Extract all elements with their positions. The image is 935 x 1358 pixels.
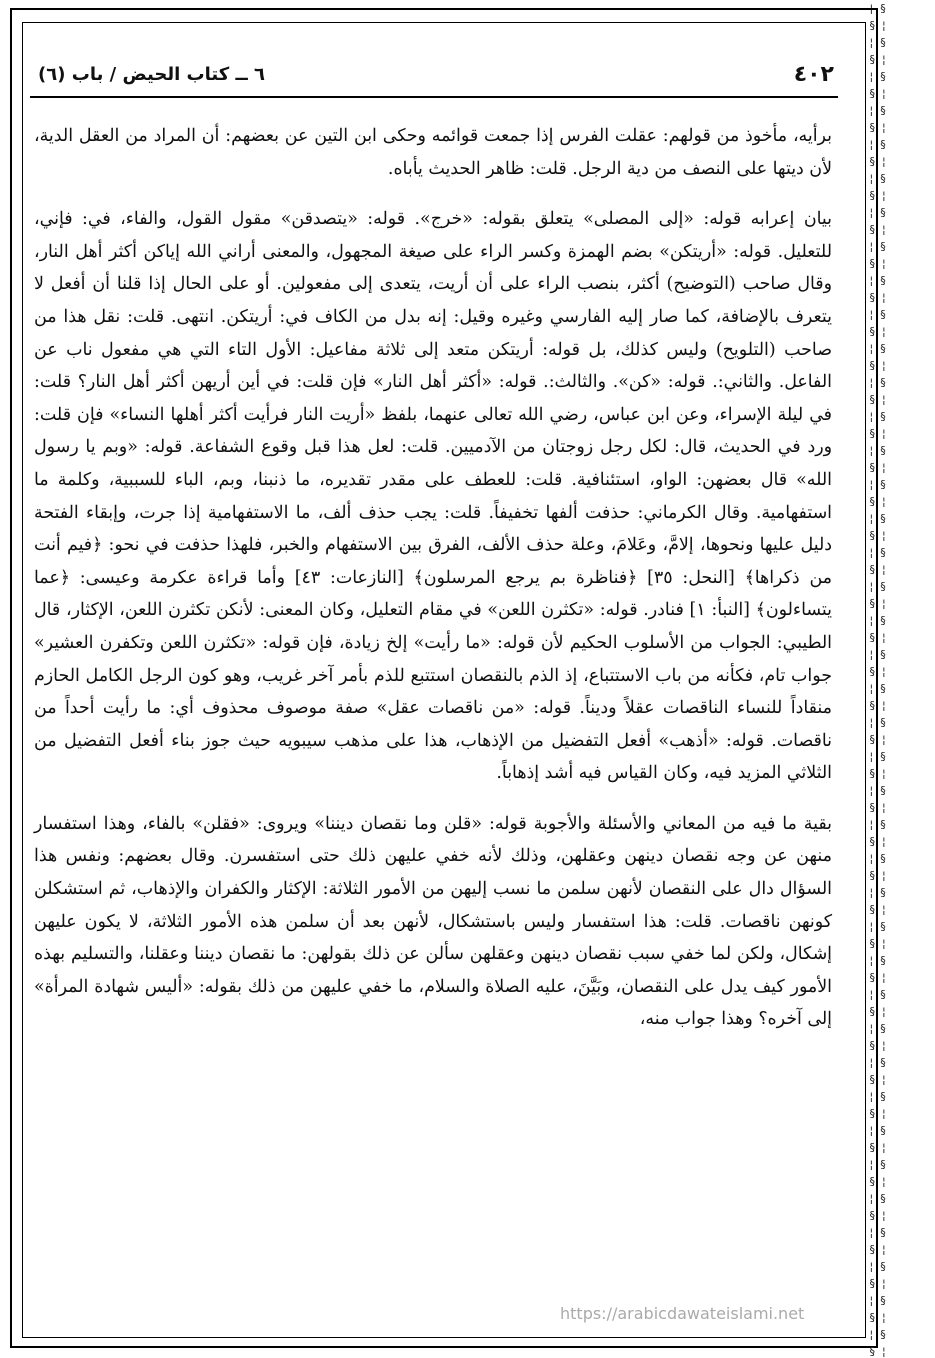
page-number: ٤٠٢ bbox=[793, 62, 834, 87]
page-header bbox=[30, 60, 838, 98]
paragraph: بقية ما فيه من المعاني والأسئلة والأجوبة قوله: «قلن وما نقصان ديننا» ويروى: «فقلن» بالفاء، وهذا استفسار منهن عن وجه نقصان دينهن وعقلهن، وذلك لأنه خفي عليهن ذلك حتى استفسرن. وقال بعضهم: ونفس هذا السؤال دال على النقصان لأنهن سلمن ما نسب إليهن من الأمور الثلاثة: الإكثار والكفران والإذهاب، ثم استشكلن كونهن ناقصات. قلت: هذا استفسار وليس باستشكال، لأنهن بعد أن سلمن هذه الأمور الثلاثة، لا يكون عليهن إشكال، ولكن لما خفي سبب نقصان دينهن وعقلهن سألن عن ذلك بقولهن: ما نقصان ديننا وعقلنا، والتسليم بهذه الأمور كيف يدل على النقصان، وبَيَّنَ، عليه الصلاة والسلام، ما خفي عليهن من ذلك بقوله: «أليس شهادة المرأة» إلى آخره؟ وهذا جواب منه، bbox=[34, 813, 832, 1030]
watermark-url: https://arabicdawateislami.net bbox=[560, 1304, 805, 1323]
paragraph: برأيه، مأخوذ من قولهم: عقلت الفرس إذا جمعت قوائمه وحكى ابن التين عن بعضهم: أن المراد من العقل الدية، لأن ديتها على النصف من دية الرجل. قلت: ظاهر الحديث يأباه. bbox=[34, 126, 832, 179]
body-text bbox=[34, 120, 832, 1036]
running-head: ٦ ــ كتاب الحيض / باب (٦) bbox=[38, 64, 266, 85]
decorative-side-border: ¦ § § ¦ ¦ § § ¦ ¦ § § ¦ ¦ § § ¦ ¦ § § ¦ ¦ § § ¦ ¦ § § ¦ ¦ § § ¦ ¦ § § ¦ ¦ § § ¦ ¦ § § ¦ ¦ § § ¦ ¦ § § ¦ ¦ § § ¦ ¦ § § ¦ ¦ § § ¦ ¦ § § ¦ ¦ § § ¦ ¦ § § ¦ ¦ § § ¦ ¦ § § ¦ ¦ § § ¦ ¦ § § ¦ ¦ § § ¦ ¦ § § ¦ ¦ § § ¦ ¦ § § ¦ ¦ § § ¦ ¦ § § ¦ ¦ § § ¦ ¦ § § ¦ ¦ § § ¦ ¦ § § ¦ ¦ § § ¦ ¦ § § ¦ ¦ § § ¦ ¦ § § ¦ ¦ § § ¦ ¦ § § ¦ ¦ § § ¦ bbox=[869, 2, 886, 1358]
paragraph: بيان إعرابه قوله: «إلى المصلى» يتعلق بقوله: «خرج». قوله: «يتصدقن» مقول القول، والفاء، في: فإني، للتعليل. قوله: «أريتكن» بضم الهمزة وكسر الراء على صيغة المجهول، والمعنى أراني الله إياكن أكثر أهل النار، وقال صاحب (التوضيح) أكثر، بنصب الراء على أن أريت، يتعدى إلى مفعولين. أو على الحال إذا قلنا أن أفعل لا يتعرف بالإضافة، كما صار إليه الفارسي وغيره وقيل: إنه بدل من الكاف في: أريتكن. انتهى. قلت: نقل هذا من صاحب (التلويح) وليس كذلك، بل قوله: أريتكن متعد إلى ثلاثة مفاعيل: الأول التاء التي هي مفعول ناب عن الفاعل. والثاني:. قوله: «كن». والثالث:. قوله: «أكثر أهل النار» فإن قلت: في أين أريهن أكثر أهل النار؟ قلت: في ليلة الإسراء، وعن ابن عباس، رضي الله تعالى عنهما، بلفظ «أريت النار فرأيت أكثر أهلها النساء» فإن قلت: ورد في الحديث، قال: لكل رجل زوجتان من الآدميين. قلت: لعل هذا قبل وقوع الشفاعة. قوله: «وبم يا رسول الله» قال بعضهن: الواو، استئنافية. قلت: للعطف على مقدر تقديره، ما ذنبنا، وبم، الباء للسببية، وكلمة ما استفهامية. وقال الكرماني: حذفت ألفها تخفيفاً. قلت: يجب حذف ألف، ما الاستفهامية إذا جرت، وإبقاء الفتحة دليل عليها ونحوها، إلامَّ، وعَلامَ، وعلة حذف الألف، الفرق بين الاستفهام والخبر، فلهذا حذفت في نحو: ﴿فيم أنت من ذكراها﴾ [النحل: ٣٥] ﴿فناظرة بم يرجع المرسلون﴾ [النازعات: ٤٣] وأما قراءة عكرمة وعيسى: ﴿عما يتساءلون﴾ [النبأ: ١] فنادر. قوله: «تكثرن اللعن» في مقام التعليل، وكان المعنى: لأنكن تكثرن اللعن، الإكثار، قال الطيبي: الجواب من الأسلوب الحكيم لأن قوله: «ما رأيت» إلخ زيادة، فإن قوله: «تكثرن اللعن وتكفرن العشير» جواب تام، فكأنه من باب الاستتباع، إذ الذم بالنقصان استتبع للذم بأمر آخر غريب، وهو كون الرجل الكامل الحازم منقاداً للنساء الناقصات عقلاً وديناً. قوله: «من ناقصات عقل» صفة موصوف محذوف أي: ما رأيت أحداً من ناقصات. قوله: «أذهب» أفعل التفضيل من الإذهاب، هذا على مذهب سيبويه حيث جوز بناء أفعل التفضيل من الثلاثي المزيد فيه، وكان القياس فيه أشد إذهاباً. bbox=[34, 209, 833, 784]
